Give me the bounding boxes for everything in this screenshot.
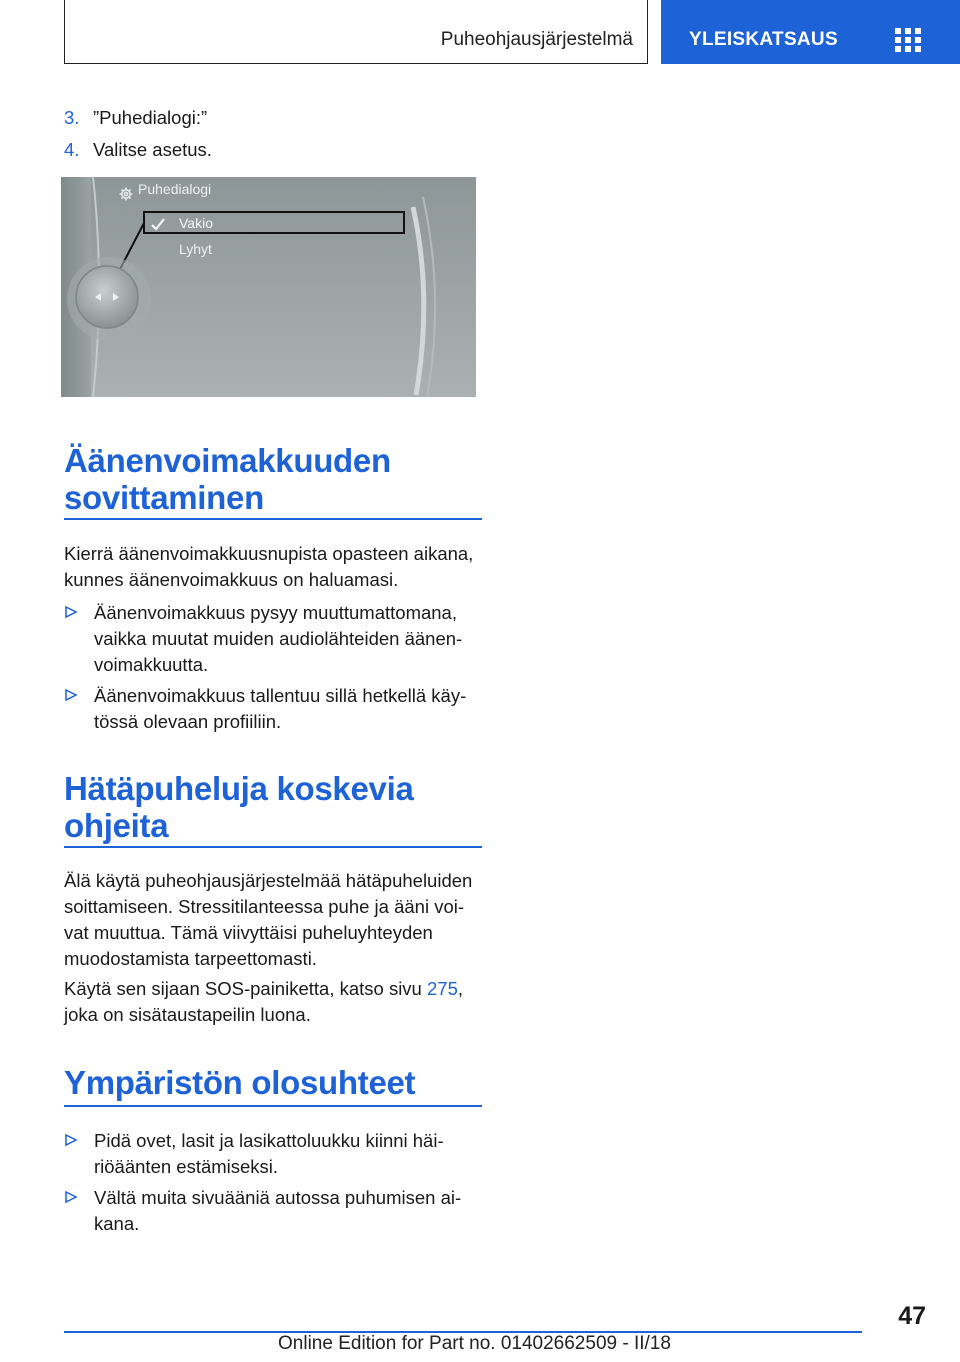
section-rule <box>64 518 482 520</box>
emergency-paragraph <box>64 868 484 972</box>
heading-line: sovittaminen <box>64 479 264 516</box>
triangle-bullet-icon <box>64 1133 78 1147</box>
option-vakio[interactable]: Vakio <box>179 215 213 231</box>
triangle-bullet-icon <box>64 1190 78 1204</box>
text-line: kana. <box>94 1213 140 1234</box>
section-rule <box>64 1105 482 1107</box>
step-number: 3. <box>64 107 80 128</box>
chapter-title: Puheohjausjärjestelmä <box>440 29 633 50</box>
text-line: , <box>457 978 464 999</box>
triangle-bullet-icon <box>64 605 78 619</box>
header-chapter-box <box>64 0 648 64</box>
overview-tab[interactable] <box>661 0 960 64</box>
heading-line: Äänenvoimakkuuden <box>64 442 391 479</box>
text-line: Älä käytä puheohjausjärjestelmää hätäpuheluiden <box>64 870 473 891</box>
step-text: Valitse asetus. <box>93 139 212 160</box>
text-line: vat muuttua. Tämä viivyttäisi puheluyhteyden <box>64 922 433 943</box>
volume-paragraph <box>64 541 484 593</box>
text-line: Äänenvoimakkuus pysyy muuttumattomana, <box>94 602 457 623</box>
text-line: tössä olevaan profiiliin. <box>94 711 282 732</box>
step-3 <box>64 107 207 129</box>
step-number: 4. <box>64 139 80 160</box>
text-line: voimakkuutta. <box>94 654 209 675</box>
page-number: 47 <box>898 1302 926 1330</box>
text-line: riöäänten estämiseksi. <box>94 1156 279 1177</box>
triangle-bullet-icon <box>64 688 78 702</box>
text-line: Äänenvoimakkuus tallentuu sillä hetkellä käy‐ <box>94 685 467 706</box>
overview-tab-label: YLEISKATSAUS <box>689 29 838 50</box>
heading-line: Hätäpuheluja koskevia <box>64 770 414 807</box>
controller-knob <box>76 266 138 328</box>
idrive-screen-illustration <box>61 177 476 397</box>
text-line: Vältä muita sivuääniä autossa puhumisen ai‐ <box>94 1187 462 1208</box>
heading-emergency-calls <box>64 770 482 844</box>
text-line: vaikka muutat muiden audiolähteiden äänen‐ <box>94 628 463 649</box>
step-text: ”Puhedialogi:” <box>93 107 208 128</box>
screen-menu-title: Puhedialogi <box>138 181 212 197</box>
text-line: soittamiseen. Stressitilanteessa puhe ja ääni voi‐ <box>64 896 465 917</box>
text-line: muodostamista tarpeettomasti. <box>64 948 317 969</box>
sos-paragraph <box>64 976 484 1028</box>
grid-icon <box>895 28 921 52</box>
section-rule <box>64 846 482 848</box>
text-line: kunnes äänenvoimakkuus on haluamasi. <box>64 569 399 590</box>
page-link-275[interactable]: 275 <box>427 978 458 999</box>
text-line: Pidä ovet, lasit ja lasikattoluukku kiinni häi‐ <box>94 1130 444 1151</box>
text-line: Kierrä äänenvoimakkuusnupista opasteen aikana, <box>64 543 474 564</box>
heading-environment: Ympäristön olosuhteet <box>64 1064 416 1101</box>
step-4 <box>64 139 212 161</box>
text-line: joka on sisätaustapeilin luona. <box>64 1004 311 1025</box>
heading-volume-adjust <box>64 442 482 516</box>
edition-footer: Online Edition for Part no. 01402662509 - II/18 <box>278 1333 671 1354</box>
text-line: Käytä sen sijaan SOS-painiketta, katso sivu <box>64 978 427 999</box>
heading-line: ohjeita <box>64 807 169 844</box>
option-lyhyt[interactable]: Lyhyt <box>179 241 212 257</box>
